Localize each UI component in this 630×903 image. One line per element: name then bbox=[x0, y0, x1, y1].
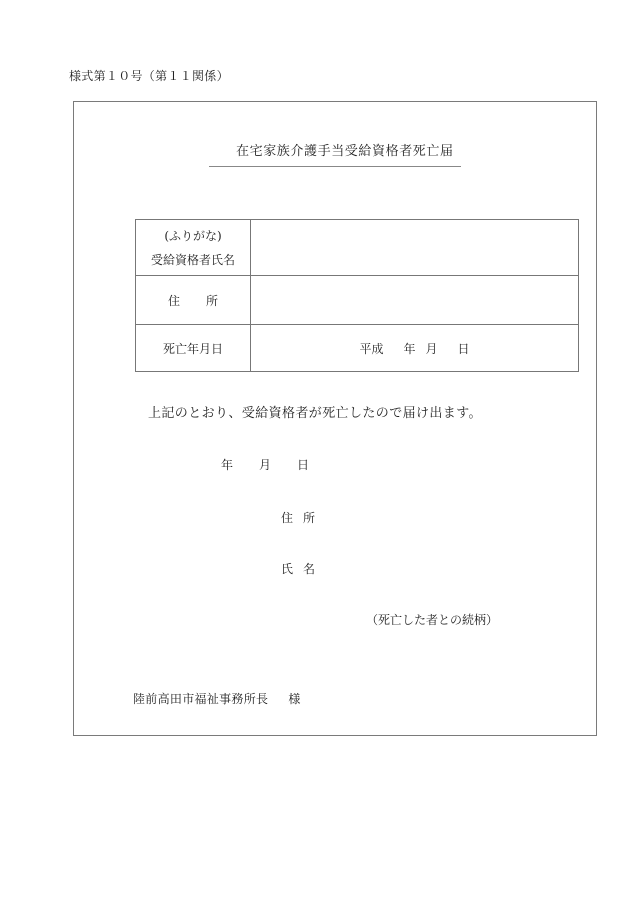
applicant-name-label-part2: 名 bbox=[303, 562, 316, 576]
submission-day-label: 日 bbox=[297, 458, 310, 472]
relation-note: （死亡した者との続柄） bbox=[366, 613, 499, 627]
name-label-cell bbox=[136, 220, 251, 276]
address-label-cell bbox=[136, 276, 251, 325]
death-date-field[interactable] bbox=[251, 325, 579, 372]
document-title: 在宅家族介護手当受給資格者死亡届 bbox=[236, 144, 454, 159]
recipient-name-label: 受給資格者氏名 bbox=[150, 252, 235, 267]
furigana-label: (ふりがな) bbox=[164, 228, 222, 243]
title-underline bbox=[209, 166, 461, 167]
recipient-name-field[interactable] bbox=[251, 220, 579, 276]
applicant-name[interactable] bbox=[281, 560, 315, 577]
applicant-address-label-part2: 所 bbox=[303, 511, 316, 525]
deceased-info-table bbox=[135, 219, 579, 372]
era-label: 平成 bbox=[359, 341, 384, 356]
declaration-statement: 上記のとおり、受給資格者が死亡したので届け出ます。 bbox=[148, 406, 482, 421]
applicant-address[interactable] bbox=[281, 509, 315, 526]
table-row-name bbox=[136, 220, 579, 276]
submission-year-label: 年 bbox=[221, 458, 234, 472]
year-label: 年 bbox=[403, 341, 416, 356]
form-number: 様式第１０号（第１１関係） bbox=[69, 69, 229, 83]
recipient-address-field[interactable] bbox=[251, 276, 579, 325]
address-label-part1: 住 bbox=[167, 293, 180, 308]
table-row-address bbox=[136, 276, 579, 325]
day-label: 日 bbox=[457, 341, 470, 356]
submission-month-label: 月 bbox=[259, 458, 272, 472]
addressee-office: 陸前高田市福祉事務所長 bbox=[133, 692, 269, 706]
table-row-death-date bbox=[136, 325, 579, 372]
month-label: 月 bbox=[425, 341, 438, 356]
address-label-part2: 所 bbox=[206, 293, 219, 308]
addressee bbox=[133, 690, 301, 707]
applicant-address-label-part1: 住 bbox=[281, 511, 294, 525]
addressee-honorific: 様 bbox=[288, 692, 301, 706]
submission-date[interactable] bbox=[221, 456, 309, 473]
death-date-label: 死亡年月日 bbox=[136, 325, 251, 372]
applicant-name-label-part1: 氏 bbox=[281, 562, 294, 576]
